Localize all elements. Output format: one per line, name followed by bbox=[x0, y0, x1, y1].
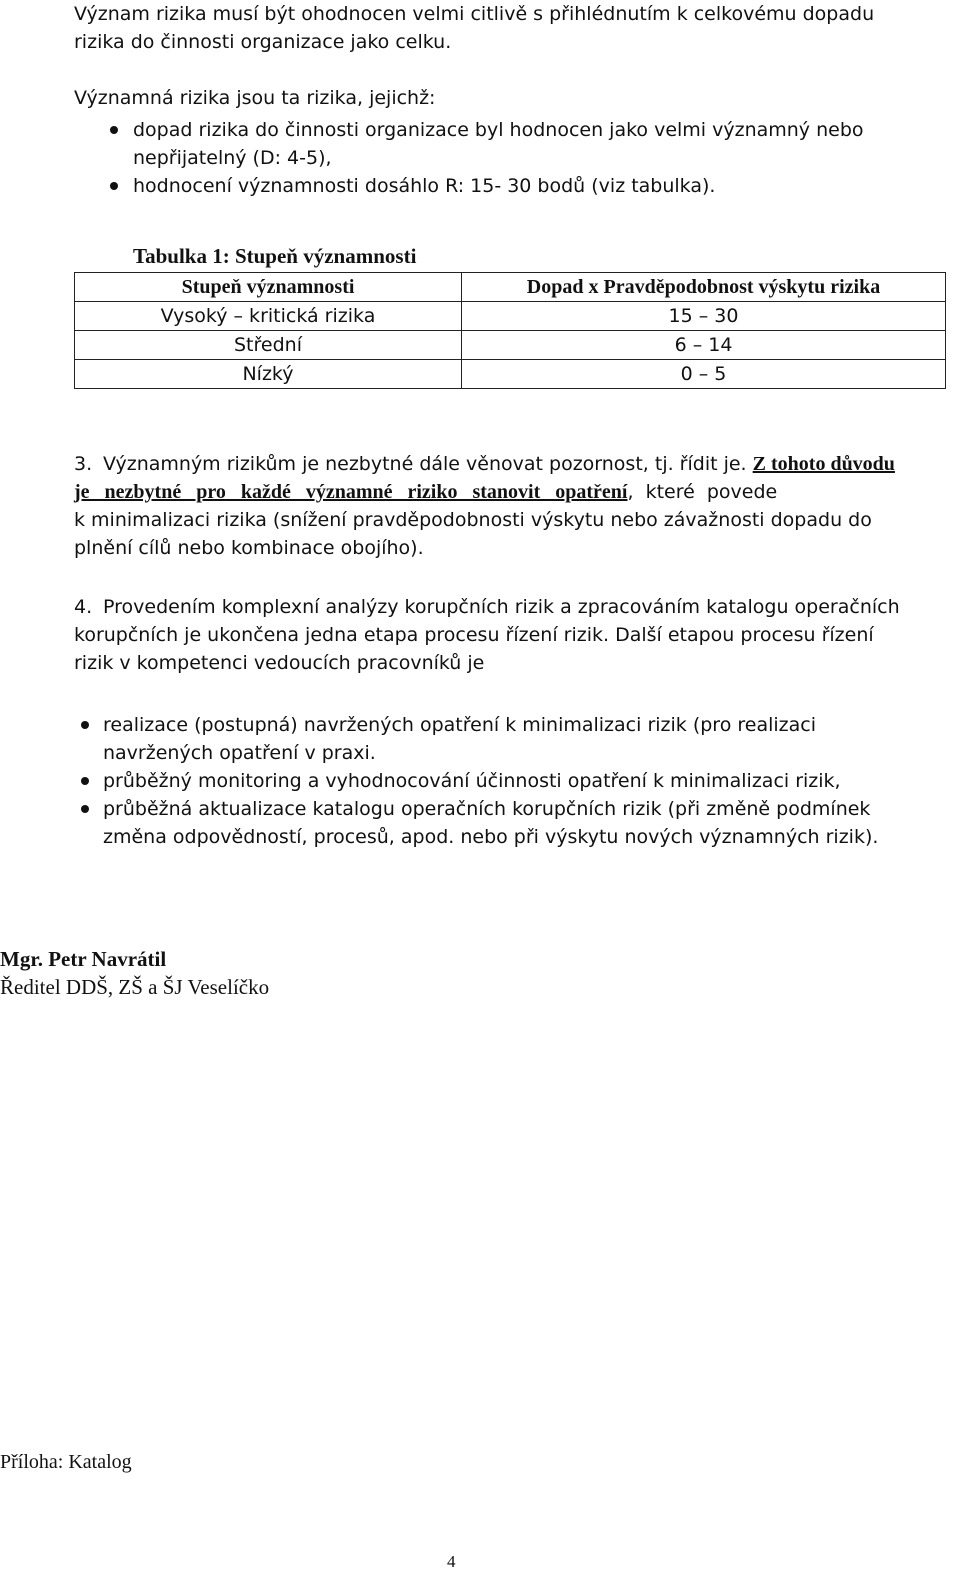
item-3-line-1-underlined: Z tohoto důvodu bbox=[752, 453, 895, 475]
table-cell: 0 – 5 bbox=[462, 360, 946, 389]
table-row bbox=[75, 360, 946, 389]
intro-line-1: Význam rizika musí být ohodnocen velmi citlivě s přihlédnutím k celkovému dopadu bbox=[74, 3, 875, 25]
item-3-line-4: plnění cílů nebo kombinace obojího). bbox=[74, 537, 424, 559]
significance-table bbox=[74, 272, 946, 389]
item-4-number: 4. bbox=[74, 596, 93, 618]
table-cell: Střední bbox=[75, 331, 462, 360]
intro-bullet-1-line-2: nepřijatelný (D: 4-5), bbox=[133, 147, 332, 169]
item-4-line-1: Provedením komplexní analýzy korupčních rizik a zpracováním katalogu operačních bbox=[103, 596, 900, 618]
item-3-number: 3. bbox=[74, 453, 93, 475]
table-header-cell: Dopad x Pravděpodobnost výskytu rizika bbox=[462, 273, 946, 302]
bullet-icon bbox=[110, 182, 118, 190]
list-item-1-line-1: realizace (postupná) navržených opatření k minimalizaci rizik (pro realizaci bbox=[103, 714, 816, 736]
bullet-icon bbox=[81, 777, 89, 785]
list-item-3-line-1: průběžná aktualizace katalogu operačních korupčních rizik (při změně podmínek bbox=[103, 798, 871, 820]
item-3-line-2-underlined: je nezbytné pro každé významné riziko stanovit opatření bbox=[74, 481, 628, 503]
table-cell: 6 – 14 bbox=[462, 331, 946, 360]
table-cell: Nízký bbox=[75, 360, 462, 389]
bullet-icon bbox=[81, 805, 89, 813]
item-3-line-2-plain: , které povede bbox=[627, 481, 778, 503]
intro-line-3: Významná rizika jsou ta rizika, jejichž: bbox=[74, 87, 436, 109]
table-row bbox=[75, 331, 946, 360]
item-3-line-1-plain: Významným rizikům je nezbytné dále věnovat pozornost, tj. řídit je. bbox=[103, 453, 747, 475]
table-header-row bbox=[75, 273, 946, 302]
attachment-label: Příloha: Katalog bbox=[0, 1451, 132, 1473]
table-row bbox=[75, 302, 946, 331]
item-3-line-3: k minimalizaci rizika (snížení pravděpodobnosti výskytu nebo závažnosti dopadu do bbox=[74, 509, 872, 531]
item-4-line-2: korupčních je ukončena jedna etapa procesu řízení rizik. Další etapou procesu řízení bbox=[74, 624, 874, 646]
list-item-3-line-2: změna odpovědností, procesů, apod. nebo při výskytu nových významných rizik). bbox=[103, 826, 879, 848]
bullet-icon bbox=[81, 721, 89, 729]
list-item-2: průběžný monitoring a vyhodnocování účinnosti opatření k minimalizaci rizik, bbox=[103, 770, 841, 792]
table-caption: Tabulka 1: Stupeň významnosti bbox=[133, 244, 417, 268]
table-cell: Vysoký – kritická rizika bbox=[75, 302, 462, 331]
intro-line-2: rizika do činnosti organizace jako celku. bbox=[74, 31, 452, 53]
item-3-line-1 bbox=[103, 450, 895, 478]
intro-bullet-1-line-1: dopad rizika do činnosti organizace byl hodnocen jako velmi významný nebo bbox=[133, 119, 864, 141]
table-header-cell: Stupeň významnosti bbox=[75, 273, 462, 302]
table-cell: 15 – 30 bbox=[462, 302, 946, 331]
intro-bullet-2: hodnocení významnosti dosáhlo R: 15- 30 bodů (viz tabulka). bbox=[133, 175, 716, 197]
signature-name: Mgr. Petr Navrátil bbox=[0, 947, 167, 971]
page-number: 4 bbox=[447, 1552, 456, 1571]
bullet-icon bbox=[110, 126, 118, 134]
signature-role: Ředitel DDŠ, ZŠ a ŠJ Veselíčko bbox=[0, 975, 270, 999]
item-4-line-3: rizik v kompetenci vedoucích pracovníků je bbox=[74, 652, 485, 674]
item-3-line-2 bbox=[74, 478, 946, 506]
list-item-1-line-2: navržených opatření v praxi. bbox=[103, 742, 376, 764]
